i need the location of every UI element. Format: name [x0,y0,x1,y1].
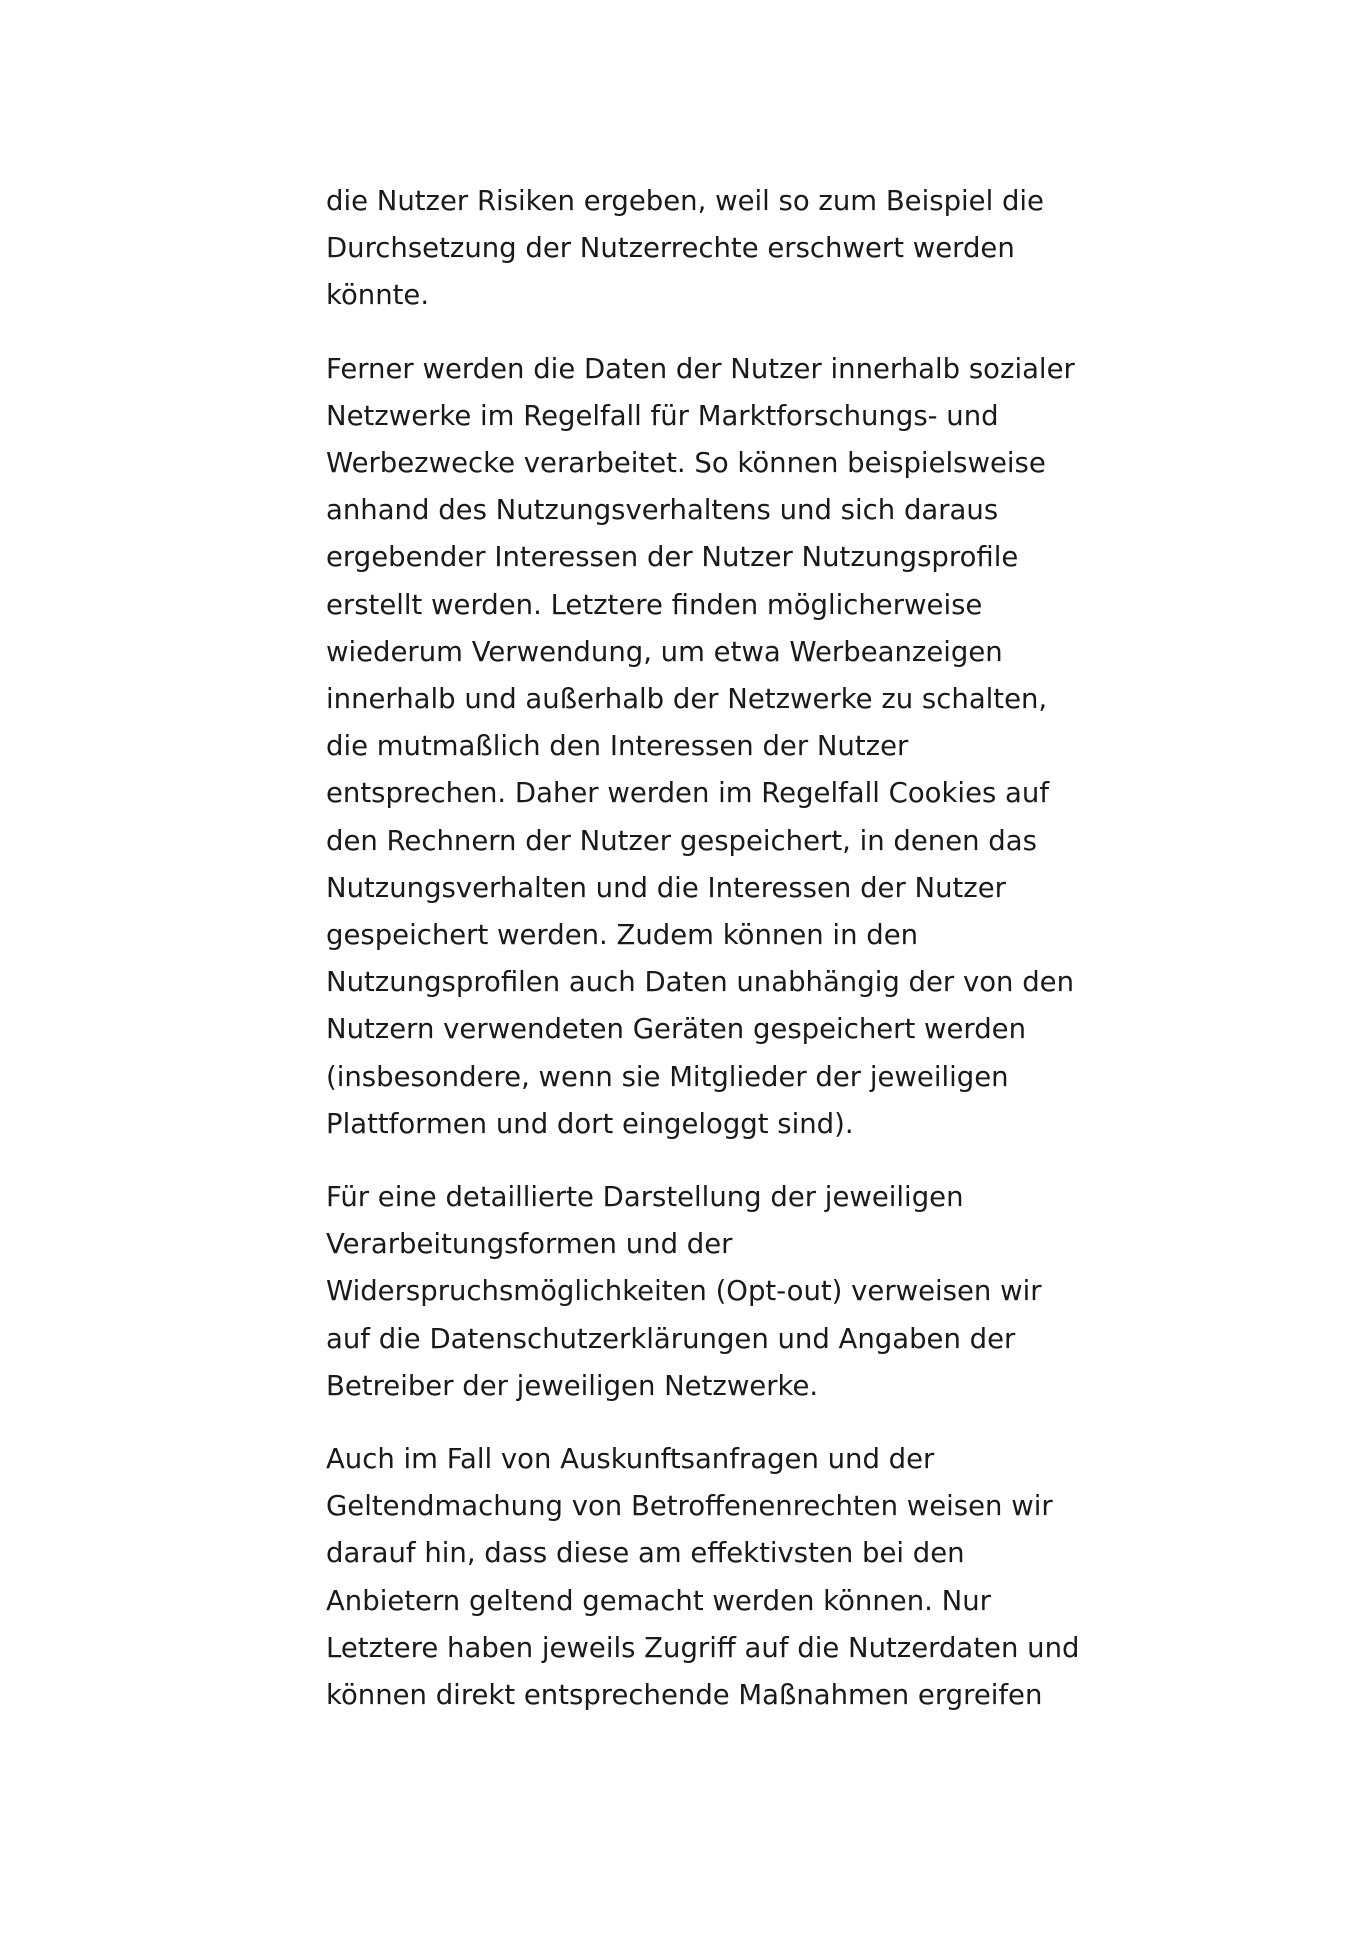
text-line: Nutzungsprofilen auch Daten unabhängig der von den [326,966,1075,999]
text-line: könnte. [326,279,430,312]
text-line: gespeichert werden. Zudem können in den [326,919,919,952]
paragraph-1 [326,178,1146,320]
text-line: Plattformen und dort eingeloggt sind). [326,1107,854,1140]
text-line: Letztere haben jeweils Zugriff auf die Nutzerdaten und [326,1631,1080,1664]
text-line: innerhalb und außerhalb der Netzwerke zu schalten, [326,683,1048,716]
text-line: darauf hin, dass diese am effektivsten bei den [326,1537,965,1570]
text-line: erstellt werden. Letztere finden möglicherweise [326,588,983,621]
paragraph-3 [326,1174,1146,1410]
text-line: ergebender Interessen der Nutzer Nutzungsprofile [326,541,1019,574]
text-line: Anbietern geltend gemacht werden können. Nur [326,1584,991,1617]
text-line: Werbezwecke verarbeitet. So können beispielsweise [326,447,1046,480]
text-line: auf die Datenschutzerklärungen und Angaben der [326,1322,1016,1355]
text-line: entsprechen. Daher werden im Regelfall Cookies auf [326,777,1050,810]
paragraph-4 [326,1436,1146,1719]
text-line: Nutzungsverhalten und die Interessen der Nutzer [326,871,1006,904]
text-line: Geltendmachung von Betroffenenrechten weisen wir [326,1490,1053,1523]
text-line: die Nutzer Risiken ergeben, weil so zum Beispiel die [326,185,1044,217]
text-line: die mutmaßlich den Interessen der Nutzer [326,730,909,763]
text-line: Für eine detaillierte Darstellung der jeweiligen [326,1181,964,1214]
text-line: Widerspruchsmöglichkeiten (Opt-out) verweisen wir [326,1275,1042,1308]
text-line: den Rechnern der Nutzer gespeichert, in denen das [326,824,1037,857]
text-line: Ferner werden die Daten der Nutzer innerhalb sozialer [326,352,1075,385]
text-line: Betreiber der jeweiligen Netzwerke. [326,1369,819,1402]
text-line: Auch im Fall von Auskunftsanfragen und der [326,1443,935,1476]
text-line: Durchsetzung der Nutzerrechte erschwert werden [326,232,1015,265]
text-line: Netzwerke im Regelfall für Marktforschungs- und [326,399,999,432]
text-line: Verarbeitungsformen und der [326,1228,733,1261]
text-line: Nutzern verwendeten Geräten gespeichert werden [326,1013,1027,1046]
text-column [326,178,1146,1745]
text-line: anhand des Nutzungsverhaltens und sich daraus [326,494,999,527]
text-line: (insbesondere, wenn sie Mitglieder der jeweiligen [326,1060,1009,1093]
text-line: wiederum Verwendung, um etwa Werbeanzeigen [326,635,1003,668]
text-line: können direkt entsprechende Maßnahmen ergreifen [326,1679,1043,1712]
paragraph-2 [326,346,1146,1148]
